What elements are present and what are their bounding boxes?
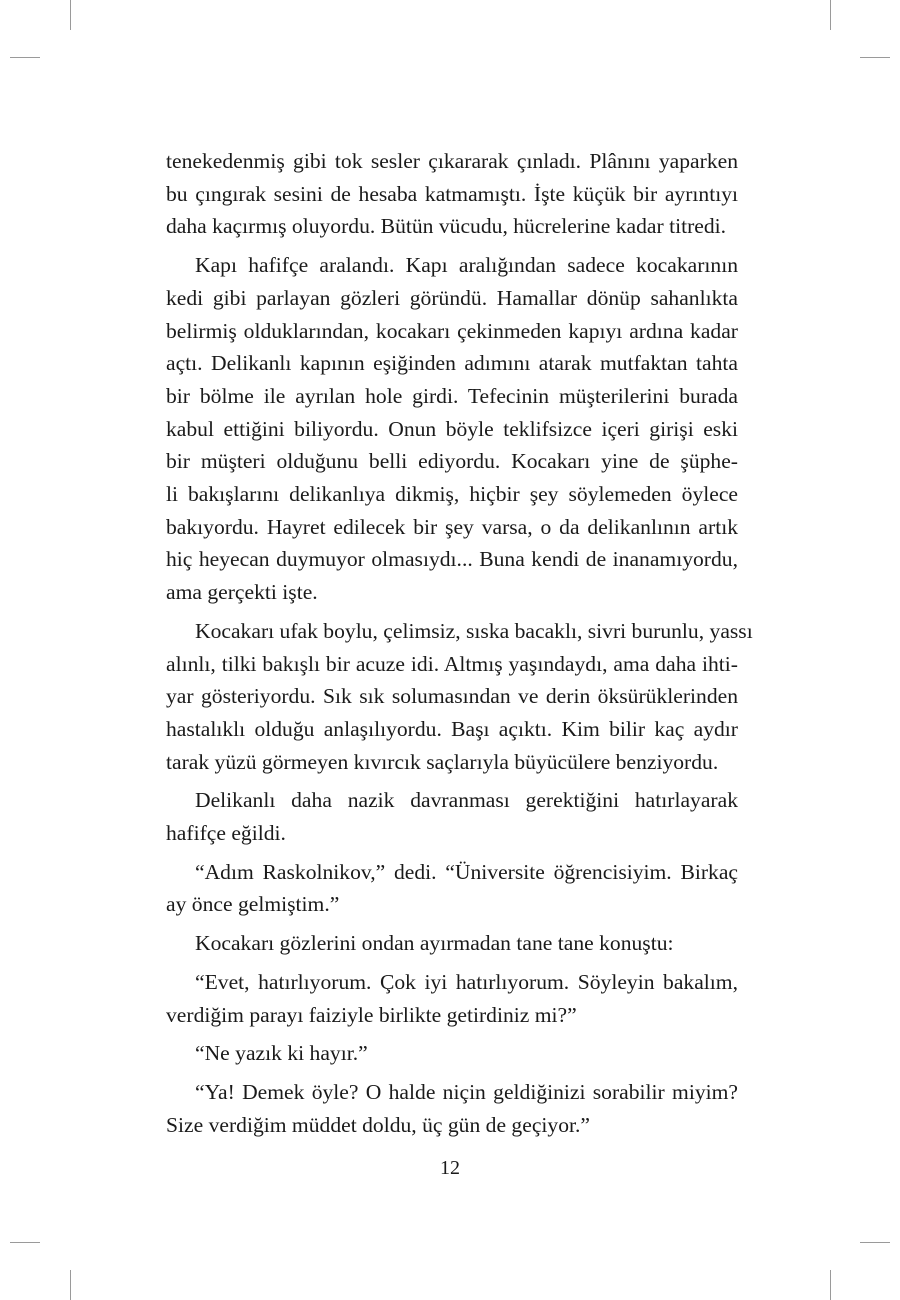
text-line: alınlı, tilki bakışlı bir acuze idi. Altmış yaşındaydı, ama daha ihti- xyxy=(166,651,738,676)
text-line: li bakışlarını delikanlıya dikmiş, hiçbir şey söylemeden öylece xyxy=(166,482,738,507)
text-line: ay önce gelmiştim.” xyxy=(166,892,340,917)
crop-mark-top-right xyxy=(830,0,831,30)
text-line: bu çıngırak sesini de hesaba katmamıştı. İşte küçük bir ayrıntıyı xyxy=(166,181,738,206)
paragraph xyxy=(166,1037,738,1070)
text-line: “Ne yazık ki hayır.” xyxy=(195,1041,368,1066)
crop-mark-right-top xyxy=(860,57,890,58)
paragraph xyxy=(166,966,738,1031)
paragraph xyxy=(166,145,738,243)
text-line: Delikanlı daha nazik davranması gerektiğini hatırlayarak xyxy=(195,788,738,813)
crop-mark-bottom-right xyxy=(830,1270,831,1300)
text-line: belirmiş olduklarından, kocakarı çekinmeden kapıyı ardına kadar xyxy=(166,318,738,343)
body-text xyxy=(166,145,753,1147)
text-line: açtı. Delikanlı kapının eşiğinden adımını atarak mutfaktan tahta xyxy=(166,351,738,376)
text-line: hiç heyecan duymuyor olmasıydı... Buna kendi de inanamıyordu, xyxy=(166,547,738,572)
text-line: bakıyordu. Hayret edilecek bir şey varsa, o da delikanlının artık xyxy=(166,514,738,539)
paragraph xyxy=(166,784,738,849)
text-line: verdiğim parayı faiziyle birlikte getirdiniz mi?” xyxy=(166,1002,577,1027)
page-number: 12 xyxy=(440,1157,460,1179)
text-line: bir bölme ile ayrılan hole girdi. Tefecinin müşterilerini burada xyxy=(166,383,738,408)
text-line: daha kaçırmış oluyordu. Bütün vücudu, hücrelerine kadar titredi. xyxy=(166,214,727,239)
text-line: “Adım Raskolnikov,” dedi. “Üniversite öğrencisiyim. Birkaç xyxy=(195,859,738,884)
paragraph xyxy=(166,1076,738,1141)
paragraph xyxy=(166,615,753,779)
text-line: kabul ettiğini biliyordu. Onun böyle teklifsizce içeri girişi eski xyxy=(166,416,738,441)
crop-mark-right-bottom xyxy=(860,1242,890,1243)
text-line: bir müşteri olduğunu belli ediyordu. Kocakarı yine de şüphe- xyxy=(166,449,738,474)
paragraph xyxy=(166,249,738,609)
text-line: tenekedenmiş gibi tok sesler çıkararak çınladı. Plânını yaparken xyxy=(166,149,738,173)
text-line: “Ya! Demek öyle? O halde niçin geldiğinizi sorabilir miyim? xyxy=(195,1079,738,1104)
text-line: Kocakarı ufak boylu, çelimsiz, sıska bacaklı, sivri burunlu, yassı xyxy=(195,618,753,643)
crop-mark-left-bottom xyxy=(10,1242,40,1243)
text-line: yar gösteriyordu. Sık sık solumasından ve derin öksürüklerinden xyxy=(166,684,738,709)
text-line: tarak yüzü görmeyen kıvırcık saçlarıyla büyücülere benziyordu. xyxy=(166,749,719,774)
crop-mark-top-left xyxy=(70,0,71,30)
paragraph xyxy=(166,856,738,921)
text-line: ama gerçekti işte. xyxy=(166,580,318,605)
crop-mark-bottom-left xyxy=(70,1270,71,1300)
text-line: Kapı hafifçe aralandı. Kapı aralığından sadece kocakarının xyxy=(195,253,738,278)
text-line: kedi gibi parlayan gözleri göründü. Hamallar dönüp sahanlıkta xyxy=(166,285,738,310)
text-line: Size verdiğim müddet doldu, üç gün de geçiyor.” xyxy=(166,1112,590,1137)
paragraph xyxy=(166,927,738,960)
text-line: hastalıklı olduğu anlaşılıyordu. Başı açıktı. Kim bilir kaç aydır xyxy=(166,716,738,741)
text-line: Kocakarı gözlerini ondan ayırmadan tane tane konuştu: xyxy=(195,931,674,956)
text-line: “Evet, hatırlıyorum. Çok iyi hatırlıyorum. Söyleyin bakalım, xyxy=(195,969,738,994)
text-line: hafifçe eğildi. xyxy=(166,821,286,846)
crop-mark-left-top xyxy=(10,57,40,58)
